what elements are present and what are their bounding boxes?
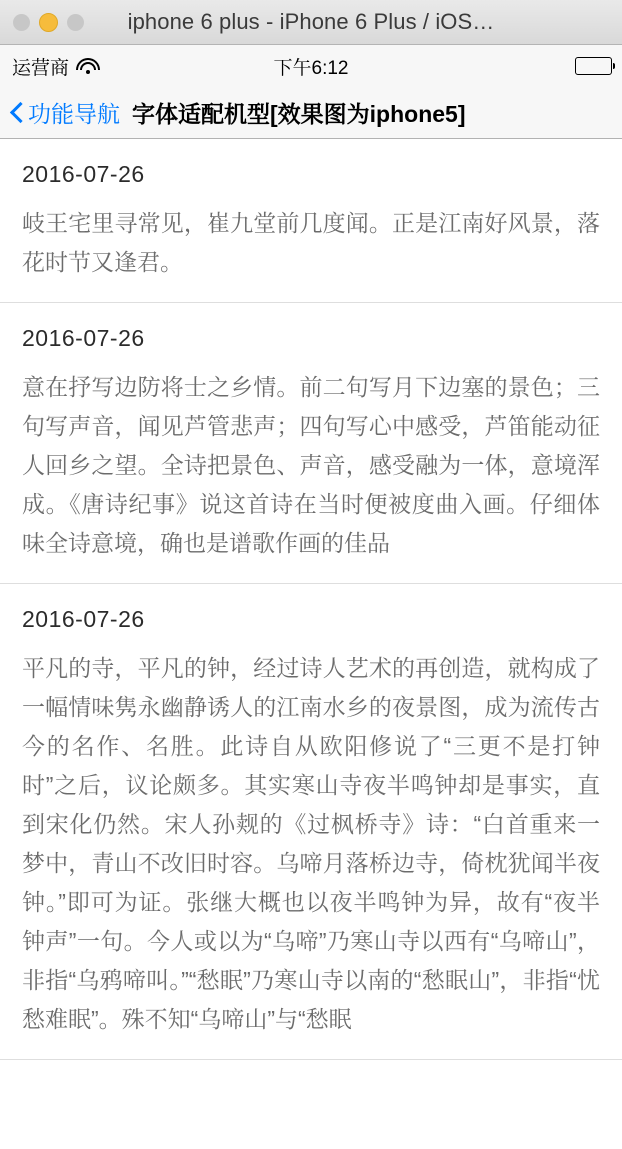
carrier-label: 运营商: [12, 57, 70, 79]
zoom-window-button[interactable]: [67, 14, 84, 31]
list-item-text: 平凡的寺，平凡的钟，经过诗人艺术的再创造，就构成了一幅情味隽永幽静诱人的江南水乡的夜景图，成为流传古今的名作、名胜。此诗自从欧阳修说了“三更不是打钟时”之后，议论颇多。其实寒山寺夜半鸣钟却是事实，直到宋化仍然。宋人孙觌的《过枫桥寺》诗：“白首重来一梦中，青山不改旧时容。乌啼月落桥边寺，倚枕犹闻半夜钟。”即可为证。张继大概也以夜半鸣钟为异，故有“夜半钟声”一句。今人或以为“乌啼”乃寒山寺以西有“乌啼山”，非指“乌鸦啼叫。”“愁眠”乃寒山寺以南的“愁眠山”，非指“忧愁难眠”。殊不知“乌啼山”与“愁眠: [22, 655, 600, 1032]
list-item-date: 2016-07-26: [22, 161, 145, 187]
back-button-label: 功能导航: [28, 101, 120, 127]
status-bar-left: [12, 53, 99, 80]
status-bar-time: 下午6:12: [273, 57, 349, 79]
page-title: 字体适配机型[效果图为iphone5]: [132, 101, 466, 127]
window-titlebar: [0, 0, 622, 45]
traffic-lights: [0, 13, 84, 32]
list-item-date: 2016-07-26: [22, 325, 145, 351]
list-item[interactable]: [0, 139, 622, 303]
wifi-icon: [77, 58, 99, 74]
close-window-button[interactable]: [13, 14, 30, 31]
list-item[interactable]: [0, 303, 622, 584]
window-title: iphone 6 plus - iPhone 6 Plus / iOS…: [127, 9, 495, 34]
list-item-date: 2016-07-26: [22, 606, 145, 632]
ios-status-bar: [0, 45, 622, 87]
list-item-text: 意在抒写边防将士之乡情。前二句写月下边塞的景色；三句写声音，闻见芦管悲声；四句写心中感受，芦笛能动征人回乡之望。全诗把景色、声音，感受融为一体，意境浑成。《唐诗纪事》说这首诗在当时便被度曲入画。仔细体味全诗意境，确也是谱歌作画的佳品: [22, 374, 600, 556]
chevron-left-icon: [10, 101, 24, 125]
battery-icon: [575, 57, 612, 75]
content-list[interactable]: [0, 139, 622, 1149]
list-item-text: 岐王宅里寻常见，崔九堂前几度闻。正是江南好风景，落花时节又逢君。: [22, 210, 600, 275]
minimize-window-button[interactable]: [39, 13, 58, 32]
status-bar-right: [575, 57, 612, 75]
navigation-bar: [0, 87, 622, 139]
list-item[interactable]: [0, 584, 622, 1060]
back-button[interactable]: [10, 96, 120, 129]
